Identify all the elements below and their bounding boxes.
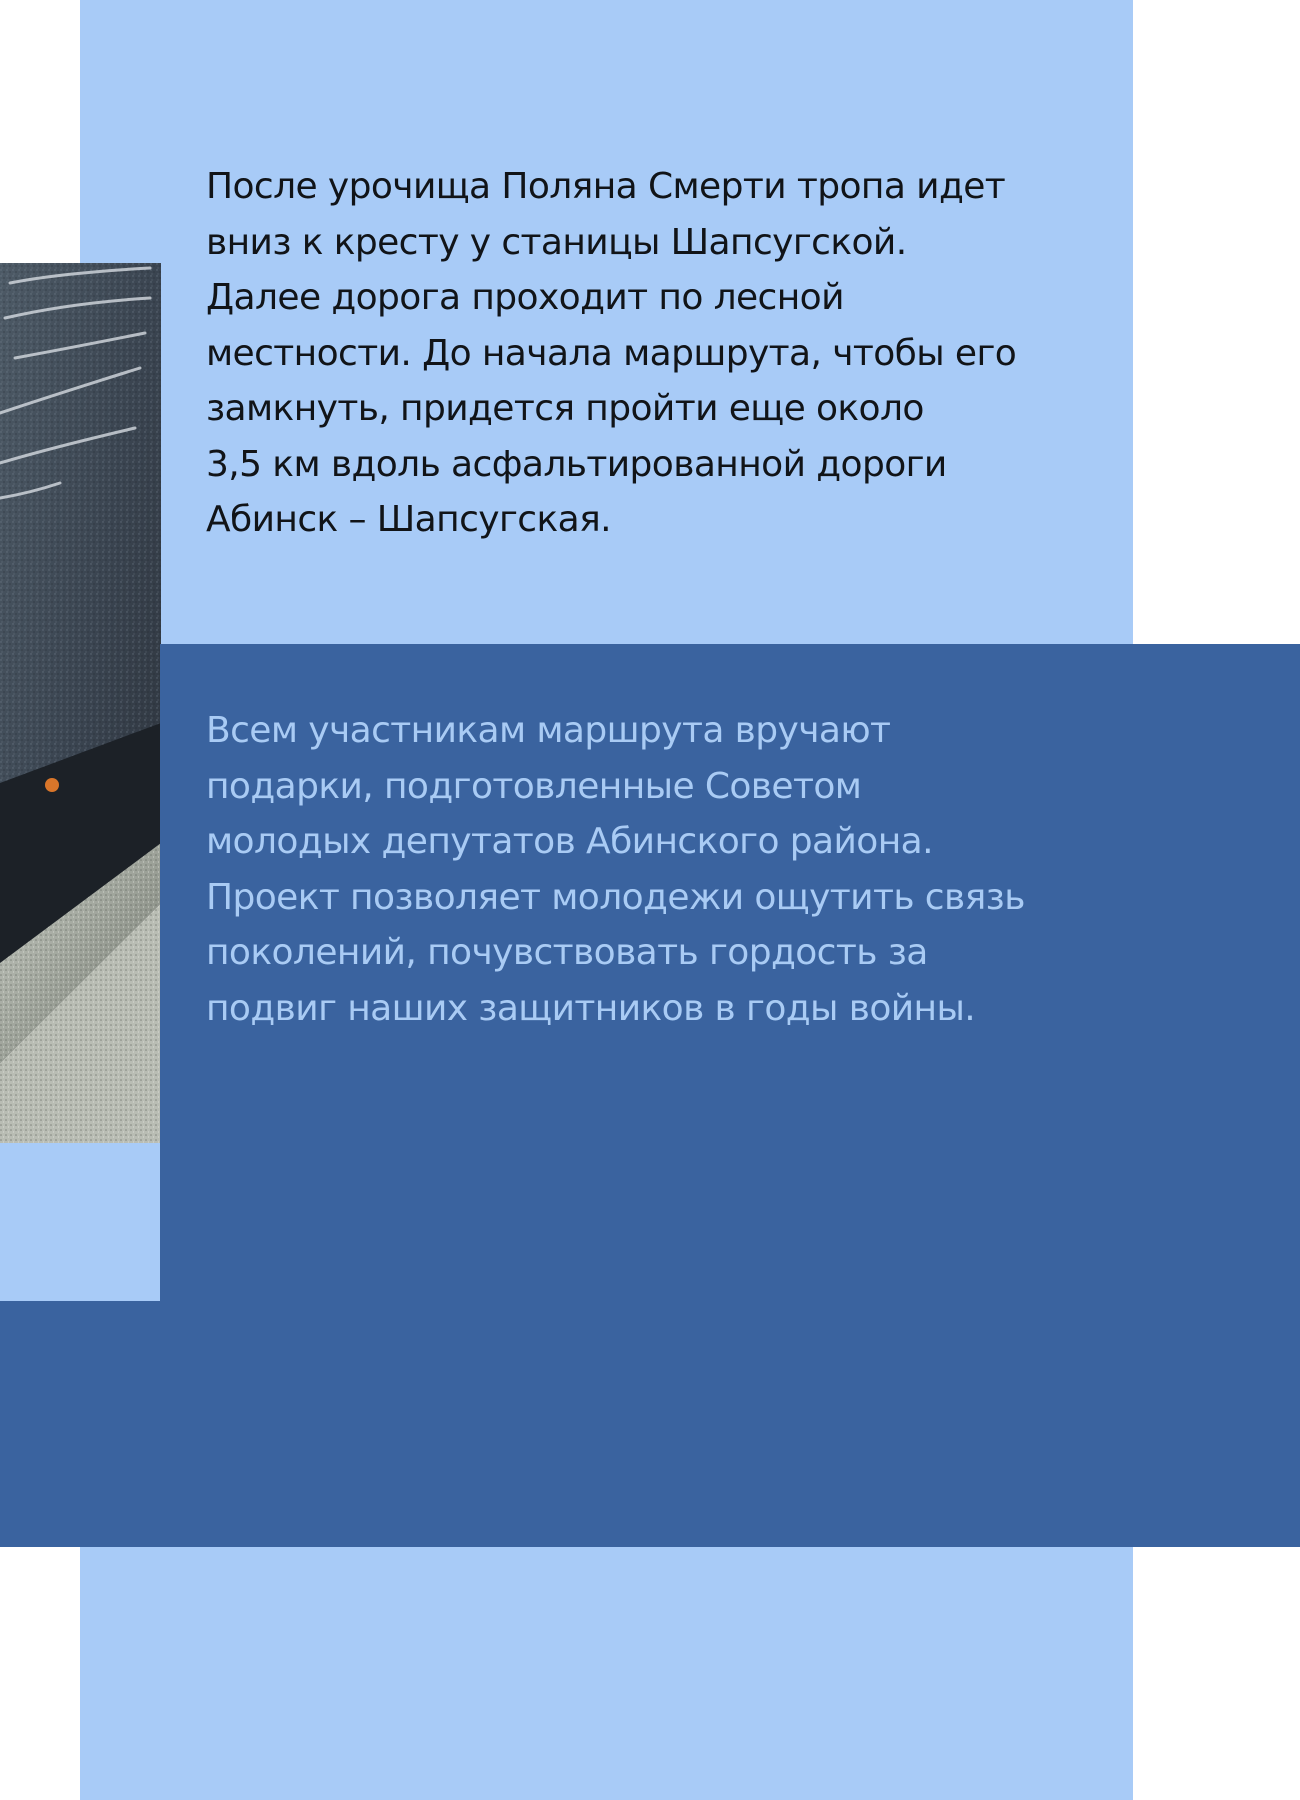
memorial-stone-image [0, 263, 161, 1143]
gifts-and-project-paragraph: Всем участникам маршрута вручают подарки, подготовленные Советом молодых депутатов Абинского района. Проект позволяет молодежи ощутить связь поколений, почувствовать гордость за подвиг наших защитников в годы войны. [206, 710, 1025, 1029]
route-description-paragraph: После урочища Поляна Смерти тропа идет вниз к кресту у станицы Шапсугской. Далее дорога проходит по лесной местности. До начала маршрута, чтобы его замкнуть, придется пройти еще около 3,5 км вдоль асфальтированной дороги Абинск – Шапсугская. [206, 166, 1017, 540]
dark-blue-band [0, 1301, 1300, 1547]
light-blue-strip [0, 1143, 160, 1301]
memorial-stone-photo [0, 263, 161, 1143]
